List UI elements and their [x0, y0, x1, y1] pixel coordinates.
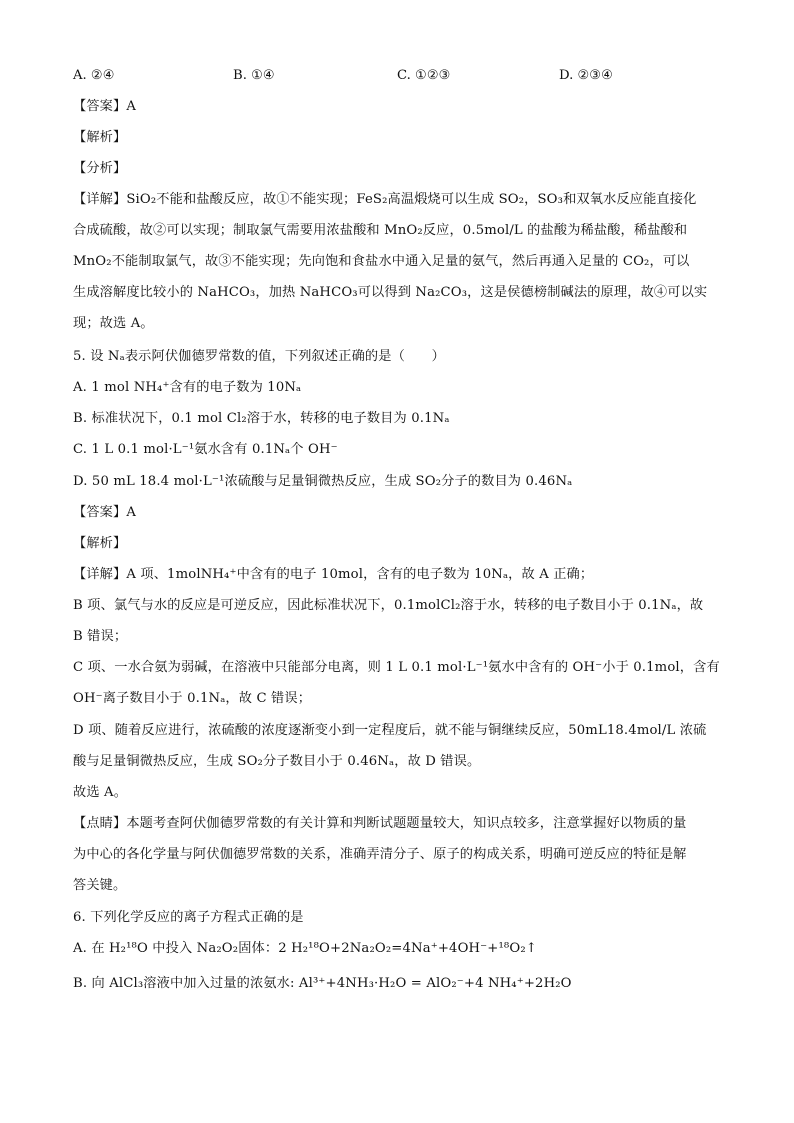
- q5-detail-line: B 错误；: [73, 629, 128, 644]
- q5-detail-line: C 项、一水合氨为弱碱，在溶液中只能部分电离，则 1 L 0.1 mol·L⁻¹氨水中含有的 OH⁻小于 0.1mol，含有: [73, 660, 720, 675]
- q5-detail-line: 故选 A。: [73, 785, 128, 800]
- q5-detail-line: 【详解】A 项、1molNH₄⁺中含有的电子 10mol，含有的电子数为 10Nₐ，故 A 正确；: [73, 567, 594, 582]
- q5-option-d: D. 50 mL 18.4 mol·L⁻¹浓硫酸与足量铜微热反应，生成 SO₂分子的数目为 0.46Nₐ: [73, 474, 573, 489]
- q5-detail-line: B 项、氯气与水的反应是可逆反应，因此标准状况下，0.1molCl₂溶于水，转移的电子数目小于 0.1Nₐ，故: [73, 598, 704, 613]
- q4-fenxi-label: 【分析】: [73, 161, 127, 176]
- q4-option-a: A. ②④: [73, 68, 115, 83]
- q5-comment-line: 【点睛】本题考查阿伏伽德罗常数的有关计算和判断试题题量较大，知识点较多，注意掌握好以物质的量: [73, 816, 687, 831]
- q4-detail-line: 现；故选 A。: [73, 316, 154, 331]
- q5-stem: 5. 设 Nₐ表示阿伏伽德罗常数的值，下列叙述正确的是（ ）: [73, 349, 445, 364]
- detail-text: SiO₂不能和盐酸反应，故①不能实现；FeS₂高温煅烧可以生成 SO₂，SO₃和双氧水反应能直接化: [126, 192, 697, 207]
- answer-label: 【答案】: [73, 99, 127, 114]
- q6-option-a: A. 在 H₂¹⁸O 中投入 Na₂O₂固体：2 H₂¹⁸O+2Na₂O₂=4Na⁺+4OH⁻+¹⁸O₂↑: [73, 941, 537, 956]
- q4-option-b: B. ①④: [233, 68, 275, 83]
- q4-option-d: D. ②③④: [559, 68, 613, 83]
- q4-option-c: C. ①②③: [397, 68, 451, 83]
- q5-answer-line: [73, 504, 734, 522]
- q5-analysis-label: 【解析】: [73, 536, 127, 551]
- q5-comment-line: 为中心的各化学量与阿伏伽德罗常数的关系，准确弄清分子、原子的构成关系，明确可逆反应的特征是解: [73, 847, 687, 862]
- q5-option-c: C. 1 L 0.1 mol·L⁻¹氨水含有 0.1Nₐ个 OH⁻: [73, 442, 338, 457]
- q5-comment-line: 答关键。: [73, 878, 127, 893]
- q4-analysis-label: 【解析】: [73, 130, 127, 145]
- q4-detail-line: MnO₂不能制取氯气，故③不能实现；先向饱和食盐水中通入足量的氨气，然后再通入足量的 CO₂，可以: [73, 254, 690, 269]
- q5-option-a: A. 1 mol NH₄⁺含有的电子数为 10Nₐ: [73, 380, 302, 395]
- detail-label: 【详解】: [73, 192, 127, 207]
- q5-detail-line: 酸与足量铜微热反应，生成 SO₂分子数目小于 0.46Nₐ，故 D 错误。: [73, 754, 481, 769]
- q4-detail-line: [73, 191, 734, 209]
- q6-stem: 6. 下列化学反应的离子方程式正确的是: [73, 910, 304, 925]
- answer-label: 【答案】: [73, 505, 127, 520]
- q4-answer-line: [73, 98, 734, 116]
- answer-value: A: [126, 505, 137, 520]
- q5-detail-line: D 项、随着反应进行，浓硫酸的浓度逐渐变小到一定程度后，就不能与铜继续反应，50mL18.4mol/L 浓硫: [73, 723, 707, 738]
- q6-option-b: B. 向 AlCl₃溶液中加入过量的浓氨水: Al³⁺+4NH₃·H₂O = AlO₂⁻+4 NH₄⁺+2H₂O: [73, 976, 572, 991]
- answer-value: A: [126, 99, 137, 114]
- q5-detail-line: OH⁻离子数目小于 0.1Nₐ，故 C 错误；: [73, 691, 312, 706]
- q4-detail-line: 合成硫酸，故②可以实现；制取氯气需要用浓盐酸和 MnO₂反应，0.5mol/L 的盐酸为稀盐酸，稀盐酸和: [73, 223, 688, 238]
- q4-detail-line: 生成溶解度比较小的 NaHCO₃，加热 NaHCO₃可以得到 Na₂CO₃，这是侯德榜制碱法的原理，故④可以实: [73, 285, 708, 300]
- q5-option-b: B. 标准状况下，0.1 mol Cl₂溶于水，转移的电子数目为 0.1Nₐ: [73, 411, 450, 426]
